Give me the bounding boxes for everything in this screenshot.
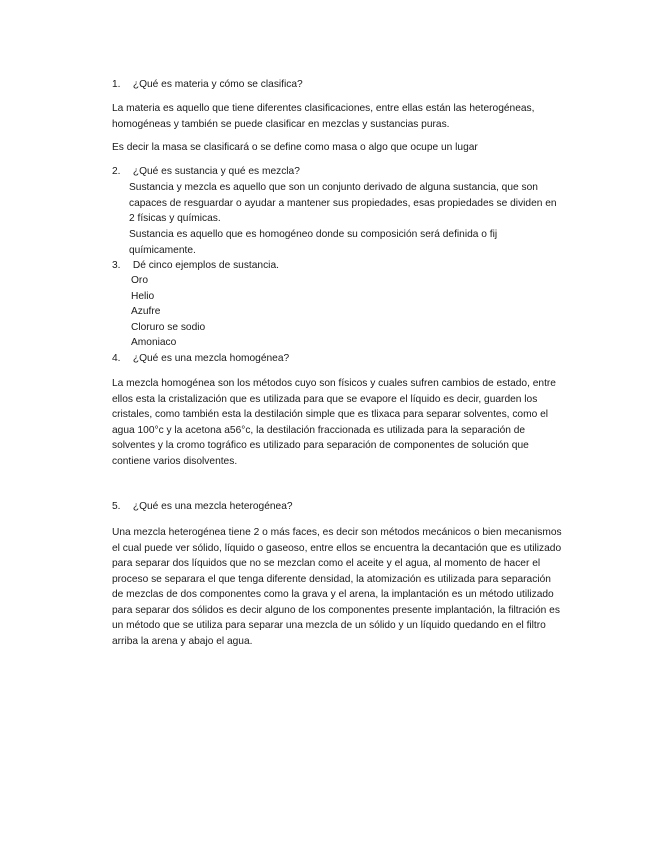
answer-2-paragraph-2: Sustancia es aquello que es homogéneo donde su composición será definida o fij químicamente.	[129, 229, 498, 256]
list-item: Oro	[131, 275, 148, 286]
question-4-text: ¿Qué es una mezcla homogénea?	[132, 353, 290, 364]
question-1	[112, 77, 562, 93]
question-2-number: 2.	[112, 166, 121, 177]
question-1-text: ¿Qué es materia y cómo se clasifica?	[132, 79, 303, 90]
list-item: Amoniaco	[131, 337, 177, 348]
question-3	[112, 258, 562, 274]
list-item: Azufre	[131, 306, 161, 317]
question-1-number: 1.	[112, 79, 121, 90]
question-2-text: ¿Qué es sustancia y qué es mezcla?	[132, 166, 300, 177]
question-5-number: 5.	[112, 501, 121, 512]
question-5	[112, 499, 562, 515]
answer-1-paragraph-1: La materia es aquello que tiene diferentes clasificaciones, entre ellas están las heterogéneas, homogéneas y también se puede clasificar en mezclas y sustancias puras.	[112, 103, 535, 130]
question-3-text: Dé cinco ejemplos de sustancia.	[132, 260, 279, 271]
answer-5-paragraph: Una mezcla heterogénea tiene 2 o más faces, es decir son métodos mecánicos o bien mecanismos el cual puede ver sólido, líquido o gaseoso, entre ellos se encuentra la decantación que es utilizado para separar dos líquidos que no se mezclan como el aceite y el agua, al momento de hacer el proceso se separara el que tenga diferente densidad, la atomización es utilizada para separación de mezclas de dos componentes como la grava y el arena, la implantación es un método utilizado para separar dos sólidos es decir alguno de los componentes presente implantación, la filtración es un método que se utiliza para separar una mezcla de un sólido y un líquido quedando en el filtro arriba la arena y abajo el agua.	[112, 527, 562, 647]
answer-4-paragraph: La mezcla homogénea son los métodos cuyo son físicos y cuales sufren cambios de estado, entre ellos esta la cristalización que es utilizada para que se evapore el líquido es decir, guarden los cristales, como también esta la destilación simple que es tlixaca para separar solventes, como el agua 100°c y la acetona a56°c, la destilación fraccionada es utilizada para la separación de solventes y la cromo tográfico es utilizado para separación de componentes de solución que contiene varios disolventes.	[112, 378, 556, 467]
question-2	[112, 164, 562, 180]
answer-2-paragraph-1: Sustancia y mezcla es aquello que son un conjunto derivado de alguna sustancia, que son capaces de resguardar o ayudar a mantener sus propiedades, esas propiedades se dividen en 2 físicas y químicas.	[129, 182, 557, 224]
answer-1-paragraph-2: Es decir la masa se clasificará o se define como masa o algo que ocupe un lugar	[112, 142, 478, 153]
list-item: Helio	[131, 291, 155, 302]
question-4	[112, 351, 562, 367]
question-4-number: 4.	[112, 353, 121, 364]
list-item: Cloruro se sodio	[131, 322, 206, 333]
question-5-text: ¿Qué es una mezcla heterogénea?	[132, 501, 293, 512]
question-3-number: 3.	[112, 260, 121, 271]
